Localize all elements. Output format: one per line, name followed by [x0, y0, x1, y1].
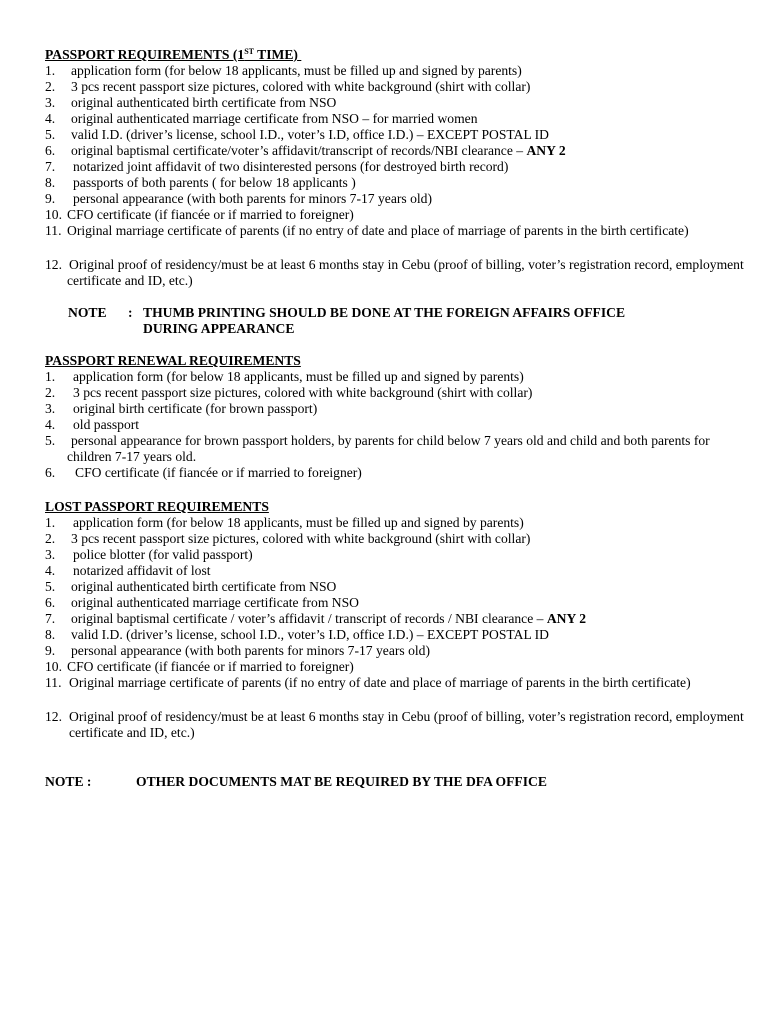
list-item-text-main: valid I.D. (driver’s license, school I.D., voter’s I.D, office I.D.) – EXCEPT POSTAL ID [71, 627, 550, 642]
list-item [45, 159, 745, 175]
list-item-text [45, 63, 745, 79]
list-item [45, 579, 745, 595]
list-item-text-main: Original proof of residency/must be at least 6 months stay in Cebu (proof of billing, voter’s registration record, employment certificate and ID, etc.) [67, 257, 744, 289]
list-item-text [45, 401, 745, 417]
note-label: NOTE [68, 305, 107, 320]
list-item-text [45, 191, 745, 207]
list-item-text-main: 3 pcs recent passport size pictures, colored with white background (shirt with collar) [71, 79, 531, 94]
list-item-text-main: personal appearance (with both parents for minors 7-17 years old) [71, 643, 430, 658]
list-item [45, 175, 745, 191]
list-item-text-main: original authenticated birth certificate from NSO [71, 95, 337, 110]
list-item-number: 1. [45, 369, 56, 384]
list-item-text-main: original baptismal certificate / voter’s affidavit / transcript of records / NBI clearance – [71, 611, 547, 626]
list-item-text [45, 611, 745, 627]
lost-passport-requirements-heading: LOST PASSPORT REQUIREMENTS [45, 499, 269, 514]
list-item-text-main: CFO certificate (if fiancée or if married to foreigner) [75, 465, 362, 480]
list-item-number: 4. [45, 111, 56, 126]
list-item-text-main: original birth certificate (for brown passport) [73, 401, 318, 416]
list-item-number: 2. [45, 385, 56, 400]
list-item [45, 709, 745, 741]
list-item-text-main: original authenticated marriage certificate from NSO – for married women [71, 111, 478, 126]
list-item-number: 6. [45, 465, 56, 480]
list-item-text-main: original authenticated birth certificate from NSO [71, 579, 337, 594]
list-item [45, 417, 745, 433]
list-item-text-main: original baptismal certificate/voter’s affidavit/transcript of records/NBI clearance – [71, 143, 527, 158]
list-item [45, 369, 745, 385]
list-item-text-main: CFO certificate (if fiancée or if married to foreigner) [67, 207, 354, 222]
list-item-text [45, 433, 745, 465]
list-item-text [45, 675, 745, 691]
list-item-number: 12. [45, 709, 62, 724]
list-item-text [45, 207, 745, 223]
list-item-text [45, 111, 745, 127]
list-item [45, 79, 745, 95]
list-item-number: 2. [45, 79, 56, 94]
list-item-number: 6. [45, 143, 56, 158]
list-item [45, 465, 745, 481]
list-item-emphasis: ANY 2 [546, 611, 587, 626]
list-item-number: 7. [45, 159, 56, 174]
list-item-text [45, 515, 745, 531]
list-item-number: 6. [45, 595, 56, 610]
list-item [45, 547, 745, 563]
list-item-number: 11. [45, 675, 62, 690]
list-item [45, 531, 745, 547]
list-item-text-main: old passport [73, 417, 140, 432]
list-item-number: 1. [45, 515, 56, 530]
list-item-number: 5. [45, 127, 56, 142]
list-item-text [45, 175, 745, 191]
list-item-text [45, 127, 745, 143]
list-item [45, 627, 745, 643]
list-item-number: 3. [45, 95, 56, 110]
list-item-text [45, 143, 745, 159]
list-item-text-main: Original proof of residency/must be at least 6 months stay in Cebu (proof of billing, voter’s registration record, employment certificate and ID, etc.) [69, 709, 744, 741]
renewal-requirements-heading: PASSPORT RENEWAL REQUIREMENTS [45, 353, 301, 368]
list-item-number: 3. [45, 401, 56, 416]
list-item-number: 10. [45, 659, 62, 674]
list-item-number: 4. [45, 563, 56, 578]
final-note-label: NOTE : [45, 774, 92, 789]
list-item-number: 4. [45, 417, 56, 432]
list-item-number: 7. [45, 611, 56, 626]
list-item-text-main: valid I.D. (driver’s license, school I.D., voter’s I.D, office I.D.) – EXCEPT POSTAL ID [71, 127, 550, 142]
list-item-text [45, 709, 745, 741]
list-item [45, 207, 745, 223]
list-item-text [45, 159, 745, 175]
list-item-number: 1. [45, 63, 56, 78]
list-item-text-main: application form (for below 18 applicants, must be filled up and signed by parents) [71, 63, 522, 78]
list-item-text-main: notarized affidavit of lost [73, 563, 211, 578]
list-item-text [45, 659, 745, 675]
list-item-number: 9. [45, 191, 56, 206]
list-item-text-main: notarized joint affidavit of two disinterested persons (for destroyed birth record) [73, 159, 509, 174]
list-item-text-main: original authenticated marriage certificate from NSO [71, 595, 359, 610]
list-item [45, 675, 745, 691]
final-note [45, 774, 547, 790]
list-item-text [45, 369, 745, 385]
list-item-text [45, 385, 745, 401]
list-item-text [45, 257, 745, 289]
note-colon: : [128, 305, 133, 320]
list-item [45, 515, 745, 531]
list-item [45, 223, 745, 239]
final-note-text: OTHER DOCUMENTS MAT BE REQUIRED BY THE DFA OFFICE [136, 774, 547, 789]
list-item [45, 127, 745, 143]
list-item [45, 143, 745, 159]
list-item [45, 611, 745, 627]
list-item-number: 8. [45, 175, 56, 190]
list-item-text-main: CFO certificate (if fiancée or if married to foreigner) [67, 659, 354, 674]
list-item-text-main: 3 pcs recent passport size pictures, colored with white background (shirt with collar) [71, 531, 531, 546]
list-item [45, 191, 745, 207]
list-item-text [45, 223, 745, 239]
list-item-text-main: police blotter (for valid passport) [73, 547, 253, 562]
list-item-text-main: personal appearance (with both parents for minors 7-17 years old) [73, 191, 432, 206]
list-item-text-main: application form (for below 18 applicants, must be filled up and signed by parents) [73, 515, 524, 530]
list-item-text-main: Original marriage certificate of parents (if no entry of date and place of marriage of parents in the birth certificate) [67, 223, 689, 238]
list-item-number: 2. [45, 531, 56, 546]
list-item-text [45, 531, 745, 547]
list-item-text [45, 563, 745, 579]
list-item-text [45, 95, 745, 111]
list-item-text-main: 3 pcs recent passport size pictures, colored with white background (shirt with collar) [73, 385, 533, 400]
list-item-number: 5. [45, 579, 56, 594]
list-item-text [45, 465, 745, 481]
list-item-number: 9. [45, 643, 56, 658]
list-item-text [45, 547, 745, 563]
list-item-number: 12. [45, 257, 62, 272]
list-item [45, 659, 745, 675]
list-item-emphasis: ANY 2 [526, 143, 566, 158]
list-item-text-main: passports of both parents ( for below 18 applicants ) [73, 175, 356, 190]
list-item-text-main: personal appearance for brown passport holders, by parents for child below 7 years old and child and both parents for children 7-17 years old. [67, 433, 710, 465]
list-item [45, 257, 745, 289]
list-item-text [45, 595, 745, 611]
list-item [45, 111, 745, 127]
list-item [45, 63, 745, 79]
list-item-text [45, 627, 745, 643]
list-item-number: 11. [45, 223, 62, 238]
list-item-text [45, 79, 745, 95]
list-item-text [45, 643, 745, 659]
list-item-text [45, 417, 745, 433]
list-item-number: 8. [45, 627, 56, 642]
list-item [45, 401, 745, 417]
list-item-number: 5. [45, 433, 56, 448]
list-item [45, 385, 745, 401]
list-item-text-main: application form (for below 18 applicants, must be filled up and signed by parents) [73, 369, 524, 384]
list-item [45, 95, 745, 111]
list-item [45, 595, 745, 611]
first-time-requirements-heading: PASSPORT REQUIREMENTS (1ST TIME) [45, 47, 298, 62]
list-item-text [45, 579, 745, 595]
list-item [45, 433, 745, 465]
list-item [45, 643, 745, 659]
list-item [45, 563, 745, 579]
list-item-number: 3. [45, 547, 56, 562]
note-text: THUMB PRINTING SHOULD BE DONE AT THE FOREIGN AFFAIRS OFFICE DURING APPEARANCE [143, 305, 626, 337]
list-item-number: 10. [45, 207, 62, 222]
list-item-text-main: Original marriage certificate of parents (if no entry of date and place of marriage of parents in the birth certificate) [69, 675, 691, 690]
